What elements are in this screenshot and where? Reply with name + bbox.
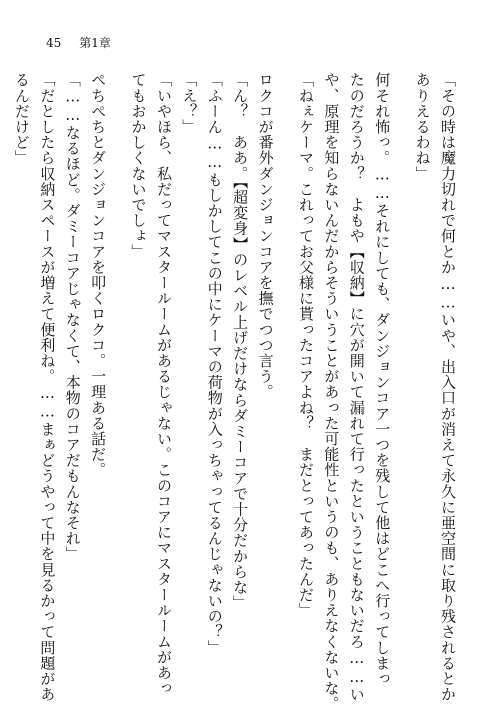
- text-line: 「その時は魔力切れで何とか……いや、出入口が消えて永久に亜空間に取り残されるとか: [439, 72, 457, 702]
- text-line: 「え？」: [180, 72, 199, 135]
- novel-text-body: [12, 72, 460, 712]
- text-line: ぺちぺちとダンジョンコアを叩くロクコ。一理ある話だ。: [89, 72, 108, 478]
- text-line: るんだけど」: [12, 72, 31, 166]
- text-line: たのだろうか？ よもや【収納】に穴が開いて漏れて行ったということもないだろ……い: [347, 72, 366, 702]
- text-line: 「いやほら、私だってマスタールームがあるじゃない。このコアにマスタールームがあっ: [154, 72, 173, 696]
- chapter-title: 第1章: [79, 36, 111, 50]
- text-line: [0, 72, 9, 672]
- text-line: 「だとしたら収納スペースが増えて便利ね。……まぁどうやって中を見るかって問題があ: [38, 72, 57, 702]
- text-line: てもおかしくないでしょ」: [129, 72, 148, 260]
- text-line: ロクコが番外ダンジョンコアを撫でつつ言う。: [256, 72, 275, 400]
- page-number: 45: [46, 36, 62, 50]
- text-line: や、原理を知らないんだからそういうことがあった可能性というのも、ありえなくないな。: [322, 72, 341, 712]
- text-line: 「……なるほど。ダミーコアじゃなくて、本物のコアだもんなそれ」: [63, 72, 82, 562]
- text-line: 「ん？ ああ。【超変身】のレベル上げだけならダミーコアで十分だからな」: [231, 72, 250, 611]
- text-line: 「ねぇケーマ。これってお父様に貰ったコアよね？ まだとってあったんだ」: [296, 72, 315, 618]
- text-line: 「ふーん……もしかしてこの中にケーマの荷物が入っちゃってるんじゃないの？」: [205, 72, 224, 656]
- text-line: ありえるわね」: [413, 72, 432, 182]
- page-header: [46, 34, 111, 51]
- text-line: 何それ怖っ。……それにしても、ダンジョンコア一つを残して他はどこへ行ってしまっ: [373, 72, 392, 687]
